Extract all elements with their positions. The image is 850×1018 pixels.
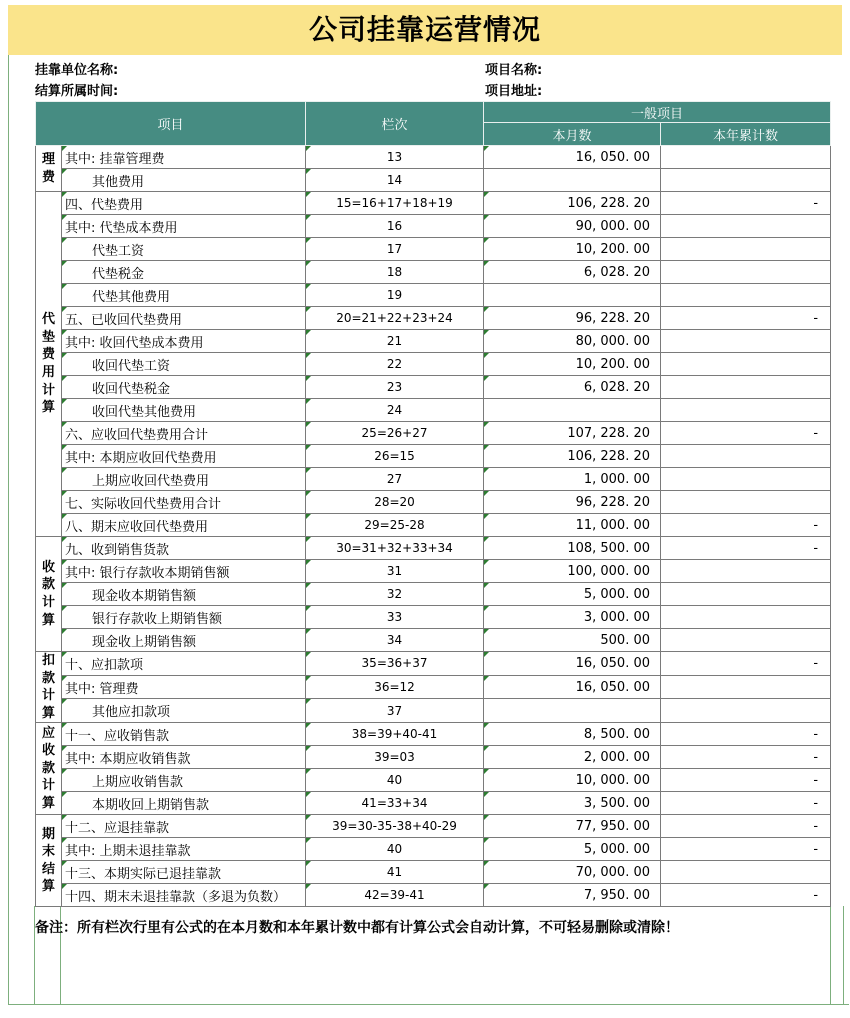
year-value-cell[interactable]: - (661, 192, 831, 215)
month-value-cell[interactable]: 106, 228. 20 (484, 445, 661, 468)
table-row (36, 537, 831, 560)
group-label: 理费 (41, 151, 55, 185)
info-label-unit-name[interactable]: 挂靠单位名称: (35, 63, 119, 78)
header-item[interactable]: 项目 (36, 102, 306, 146)
group-label-cell[interactable] (36, 815, 62, 907)
item-cell[interactable]: 四、代垫费用 (62, 192, 306, 215)
month-value-cell[interactable]: 2, 000. 00 (484, 746, 661, 769)
info-section (35, 60, 835, 100)
year-value-cell[interactable] (661, 675, 831, 699)
gridline (843, 906, 844, 1004)
item-cell[interactable]: 其他应扣款项 (62, 699, 306, 723)
lanci-cell[interactable]: 21 (306, 330, 484, 353)
year-value-cell[interactable] (661, 376, 831, 399)
lanci-cell[interactable]: 32 (306, 583, 484, 606)
lanci-cell[interactable]: 38=39+40-41 (306, 723, 484, 746)
table-row (36, 861, 831, 884)
month-value-cell[interactable]: 10, 200. 00 (484, 238, 661, 261)
lanci-cell[interactable]: 34 (306, 629, 484, 652)
year-value-cell[interactable]: - (661, 884, 831, 907)
item-cell[interactable]: 十、应扣款项 (62, 652, 306, 676)
table-row (36, 307, 831, 330)
year-value-cell[interactable]: - (661, 769, 831, 792)
year-value-cell[interactable] (661, 353, 831, 376)
item-cell[interactable]: 上期应收销售款 (62, 769, 306, 792)
lanci-cell[interactable]: 25=26+27 (306, 422, 484, 445)
lanci-cell[interactable]: 18 (306, 261, 484, 284)
year-value-cell[interactable]: - (661, 307, 831, 330)
group-label-cell[interactable] (36, 146, 62, 192)
year-value-cell[interactable]: - (661, 652, 831, 676)
year-value-cell[interactable] (661, 330, 831, 353)
lanci-cell[interactable]: 17 (306, 238, 484, 261)
table-row (36, 468, 831, 491)
month-value-cell[interactable]: 16, 050. 00 (484, 652, 661, 676)
report-table (35, 101, 831, 907)
table-row (36, 514, 831, 537)
month-value-cell[interactable]: 10, 000. 00 (484, 769, 661, 792)
table-row (36, 330, 831, 353)
lanci-cell[interactable]: 28=20 (306, 491, 484, 514)
lanci-cell[interactable]: 42=39-41 (306, 884, 484, 907)
lanci-cell[interactable]: 22 (306, 353, 484, 376)
lanci-cell[interactable]: 29=25-28 (306, 514, 484, 537)
item-cell[interactable]: 十三、本期实际已退挂靠款 (62, 861, 306, 884)
table-row (36, 884, 831, 907)
info-label-project-address[interactable]: 项目地址: (485, 84, 543, 99)
table-row (36, 422, 831, 445)
item-cell[interactable]: 其他费用 (62, 169, 306, 192)
lanci-cell[interactable]: 41=33+34 (306, 792, 484, 815)
item-cell[interactable]: 其中: 代垫成本费用 (62, 215, 306, 238)
item-cell[interactable]: 九、收到销售货款 (62, 537, 306, 560)
table-row (36, 169, 831, 192)
item-cell[interactable]: 其中: 挂靠管理费 (62, 146, 306, 169)
table-header (36, 102, 831, 146)
month-value-cell[interactable]: 5, 000. 00 (484, 583, 661, 606)
info-label-project-name[interactable]: 项目名称: (485, 63, 543, 78)
item-cell[interactable]: 其中: 银行存款收本期销售额 (62, 560, 306, 583)
remark-note: 备注：所有栏次行里有公式的在本月数和本年累计数中都有计算公式会自动计算，不可轻易删除或清除！ (35, 920, 679, 936)
table-row (36, 146, 831, 169)
table-row (36, 746, 831, 769)
title-banner[interactable] (8, 5, 842, 55)
month-value-cell[interactable]: 108, 500. 00 (484, 537, 661, 560)
month-value-cell[interactable]: 90, 000. 00 (484, 215, 661, 238)
item-cell[interactable]: 六、应收回代垫费用合计 (62, 422, 306, 445)
group-label-cell[interactable] (36, 537, 62, 652)
lanci-cell[interactable]: 41 (306, 861, 484, 884)
year-value-cell[interactable] (661, 399, 831, 422)
month-value-cell[interactable]: 3, 000. 00 (484, 606, 661, 629)
year-value-cell[interactable]: - (661, 792, 831, 815)
table-row (36, 376, 831, 399)
year-value-cell[interactable]: - (661, 815, 831, 838)
item-cell[interactable]: 八、期末应收回代垫费用 (62, 514, 306, 537)
item-cell[interactable]: 十一、应收销售款 (62, 723, 306, 746)
lanci-cell[interactable]: 27 (306, 468, 484, 491)
month-value-cell[interactable]: 80, 000. 00 (484, 330, 661, 353)
gridline (8, 55, 9, 1004)
month-value-cell[interactable] (484, 399, 661, 422)
year-value-cell[interactable]: - (661, 514, 831, 537)
month-value-cell[interactable]: 107, 228. 20 (484, 422, 661, 445)
year-value-cell[interactable] (661, 583, 831, 606)
table-row (36, 769, 831, 792)
lanci-cell[interactable]: 16 (306, 215, 484, 238)
table-row (36, 399, 831, 422)
header-year-cumulative[interactable]: 本年累计数 (661, 123, 831, 146)
table-row (36, 215, 831, 238)
lanci-cell[interactable]: 19 (306, 284, 484, 307)
header-lanci[interactable]: 栏次 (306, 102, 484, 146)
item-cell[interactable]: 现金收本期销售额 (62, 583, 306, 606)
month-value-cell[interactable]: 70, 000. 00 (484, 861, 661, 884)
month-value-cell[interactable]: 5, 000. 00 (484, 838, 661, 861)
month-value-cell[interactable]: 16, 050. 00 (484, 675, 661, 699)
lanci-cell[interactable]: 40 (306, 769, 484, 792)
table-row (36, 652, 831, 676)
lanci-cell[interactable]: 30=31+32+33+34 (306, 537, 484, 560)
lanci-cell[interactable]: 13 (306, 146, 484, 169)
month-value-cell[interactable]: 500. 00 (484, 629, 661, 652)
item-cell[interactable]: 收回代垫税金 (62, 376, 306, 399)
year-value-cell[interactable]: - (661, 537, 831, 560)
month-value-cell[interactable]: 16, 050. 00 (484, 146, 661, 169)
item-cell[interactable]: 其中: 本期应收销售款 (62, 746, 306, 769)
item-cell[interactable]: 其中: 上期未退挂靠款 (62, 838, 306, 861)
item-cell[interactable]: 代垫其他费用 (62, 284, 306, 307)
header-general-project[interactable]: 一般项目 (484, 102, 831, 123)
month-value-cell[interactable]: 96, 228. 20 (484, 491, 661, 514)
group-label-cell[interactable] (36, 652, 62, 723)
table-row (36, 838, 831, 861)
month-value-cell[interactable] (484, 169, 661, 192)
item-cell[interactable]: 银行存款收上期销售额 (62, 606, 306, 629)
table-row (36, 792, 831, 815)
month-value-cell[interactable]: 6, 028. 20 (484, 261, 661, 284)
group-label-cell[interactable] (36, 192, 62, 537)
item-cell[interactable]: 收回代垫工资 (62, 353, 306, 376)
year-value-cell[interactable] (661, 699, 831, 723)
lanci-cell[interactable]: 15=16+17+18+19 (306, 192, 484, 215)
year-value-cell[interactable] (661, 606, 831, 629)
item-cell[interactable]: 其中: 收回代垫成本费用 (62, 330, 306, 353)
info-label-settlement-period[interactable]: 结算所属时间: (35, 84, 119, 99)
item-cell[interactable]: 收回代垫其他费用 (62, 399, 306, 422)
year-value-cell[interactable]: - (661, 422, 831, 445)
table-row (36, 723, 831, 746)
table-row (36, 353, 831, 376)
table-row (36, 491, 831, 514)
item-cell[interactable]: 其中: 管理费 (62, 675, 306, 699)
month-value-cell[interactable]: 1, 000. 00 (484, 468, 661, 491)
year-value-cell[interactable] (661, 560, 831, 583)
month-value-cell[interactable] (484, 284, 661, 307)
month-value-cell[interactable]: 3, 500. 00 (484, 792, 661, 815)
group-label-cell[interactable] (36, 723, 62, 815)
lanci-cell[interactable]: 40 (306, 838, 484, 861)
year-value-cell[interactable]: - (661, 746, 831, 769)
month-value-cell[interactable]: 96, 228. 20 (484, 307, 661, 330)
table-row (36, 583, 831, 606)
table-row (36, 560, 831, 583)
year-value-cell[interactable] (661, 629, 831, 652)
year-value-cell[interactable] (661, 238, 831, 261)
item-cell[interactable]: 本期收回上期销售款 (62, 792, 306, 815)
lanci-cell[interactable]: 26=15 (306, 445, 484, 468)
header-month[interactable]: 本月数 (484, 123, 661, 146)
lanci-cell[interactable]: 35=36+37 (306, 652, 484, 676)
page-title: 公司挂靠运营情况 (308, 13, 541, 46)
month-value-cell[interactable]: 77, 950. 00 (484, 815, 661, 838)
item-cell[interactable]: 代垫税金 (62, 261, 306, 284)
item-cell[interactable]: 十二、应退挂靠款 (62, 815, 306, 838)
lanci-cell[interactable]: 23 (306, 376, 484, 399)
item-cell[interactable]: 上期应收回代垫费用 (62, 468, 306, 491)
table-row (36, 445, 831, 468)
lanci-cell[interactable]: 14 (306, 169, 484, 192)
group-label: 期末结算 (41, 826, 55, 895)
year-value-cell[interactable] (661, 861, 831, 884)
table-row (36, 815, 831, 838)
year-value-cell[interactable] (661, 261, 831, 284)
year-value-cell[interactable] (661, 284, 831, 307)
month-value-cell[interactable]: 11, 000. 00 (484, 514, 661, 537)
table-row (36, 629, 831, 652)
table-row (36, 675, 831, 699)
gridline (8, 1004, 849, 1005)
lanci-cell[interactable]: 37 (306, 699, 484, 723)
group-label: 应收款计算 (41, 725, 55, 811)
month-value-cell[interactable]: 10, 200. 00 (484, 353, 661, 376)
item-cell[interactable]: 其中: 本期应收回代垫费用 (62, 445, 306, 468)
item-cell[interactable]: 七、实际收回代垫费用合计 (62, 491, 306, 514)
month-value-cell[interactable]: 8, 500. 00 (484, 723, 661, 746)
table-row (36, 284, 831, 307)
year-value-cell[interactable] (661, 491, 831, 514)
item-cell[interactable]: 十四、期末未退挂靠款（多退为负数） (62, 884, 306, 907)
table-row (36, 238, 831, 261)
table-row (36, 606, 831, 629)
year-value-cell[interactable] (661, 146, 831, 169)
year-value-cell[interactable] (661, 445, 831, 468)
month-value-cell[interactable]: 100, 000. 00 (484, 560, 661, 583)
lanci-cell[interactable]: 33 (306, 606, 484, 629)
lanci-cell[interactable]: 31 (306, 560, 484, 583)
table-row (36, 192, 831, 215)
lanci-cell[interactable]: 24 (306, 399, 484, 422)
item-cell[interactable]: 代垫工资 (62, 238, 306, 261)
year-value-cell[interactable] (661, 169, 831, 192)
lanci-cell[interactable]: 39=03 (306, 746, 484, 769)
group-label: 代垫费用计算 (41, 312, 55, 416)
year-value-cell[interactable] (661, 215, 831, 238)
year-value-cell[interactable]: - (661, 723, 831, 746)
month-value-cell[interactable]: 6, 028. 20 (484, 376, 661, 399)
table-body (36, 146, 831, 907)
lanci-cell[interactable]: 20=21+22+23+24 (306, 307, 484, 330)
year-value-cell[interactable] (661, 468, 831, 491)
item-cell[interactable]: 现金收上期销售额 (62, 629, 306, 652)
table-row (36, 261, 831, 284)
table-row (36, 699, 831, 723)
item-cell[interactable]: 五、已收回代垫费用 (62, 307, 306, 330)
month-value-cell[interactable]: 7, 950. 00 (484, 884, 661, 907)
month-value-cell[interactable] (484, 699, 661, 723)
year-value-cell[interactable]: - (661, 838, 831, 861)
group-label: 扣款计算 (41, 653, 55, 721)
group-label: 收款计算 (41, 559, 55, 628)
lanci-cell[interactable]: 36=12 (306, 675, 484, 699)
month-value-cell[interactable]: 106, 228. 20 (484, 192, 661, 215)
lanci-cell[interactable]: 39=30-35-38+40-29 (306, 815, 484, 838)
